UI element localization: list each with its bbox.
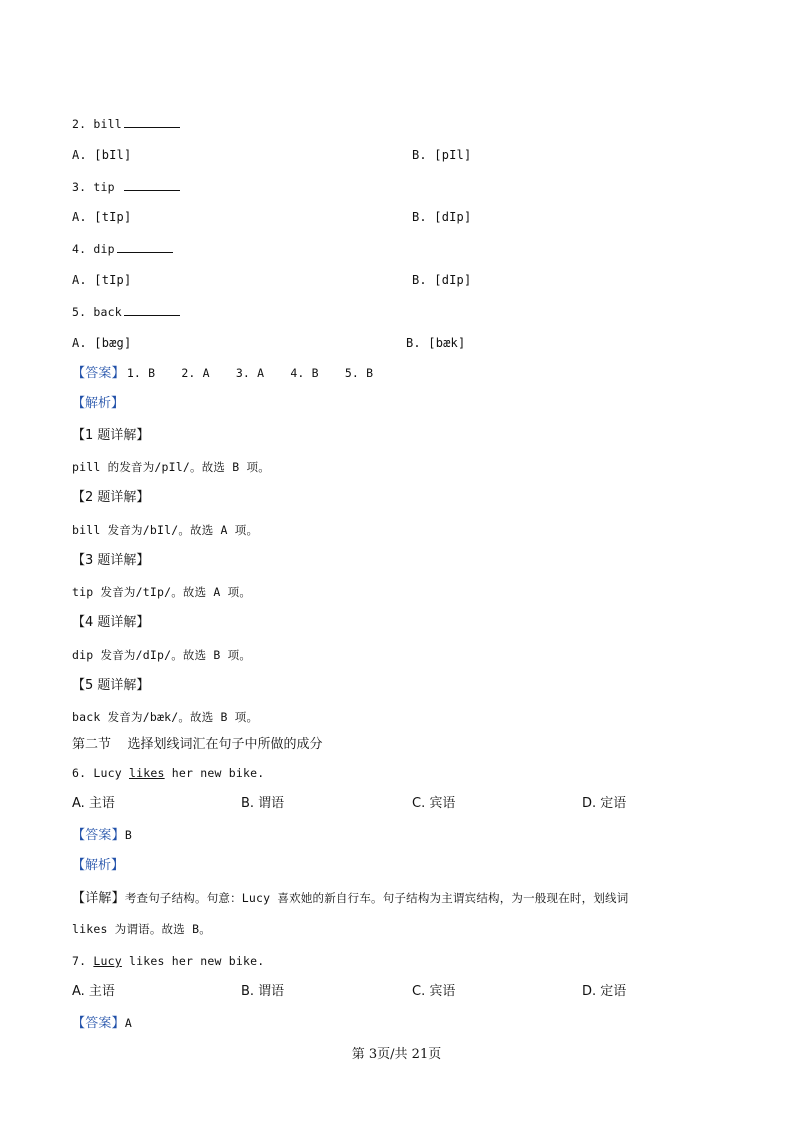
detail-4-heading: 【4 题详解】 [72,615,150,630]
answer-4: 4. B [290,366,319,380]
question-5-stem [72,304,180,320]
question-3-stem [72,179,180,195]
question-6-option-c: C. 宾语 [412,796,456,811]
question-6-number: 6. Lucy [72,766,129,780]
detail-5-heading: 【5 题详解】 [72,678,150,693]
answer-blank [124,304,180,316]
question-6-option-a: A. 主语 [72,796,115,811]
question-2-option-b: B. [pIl] [412,148,472,162]
answer-label: 【答案】 [72,828,125,843]
question-6-rest: her new bike. [164,766,265,780]
answer-blank [117,241,173,253]
answer-3: 3. A [235,366,265,380]
detail-2-heading: 【2 题详解】 [72,490,150,505]
answer-label: 【答案】 [72,366,125,381]
detail-4-text: dip 发音为/dIp/。故选 B 项。 [72,648,252,662]
question-6-answer [72,827,132,844]
question-6-stem [72,765,264,781]
answer-blank [124,116,180,128]
question-3-option-a: A. [tIp] [72,210,132,224]
question-6-answer-value: B [124,828,132,842]
question-7-stem [72,953,264,969]
question-6-analysis-label: 【解析】 [72,858,125,873]
question-7-answer [72,1015,132,1032]
answer-line [72,365,399,382]
detail-1-text: pill 的发音为/pIl/。故选 B 项。 [72,460,270,474]
question-7-option-a: A. 主语 [72,984,115,999]
question-4-text: 4. dip [72,242,115,256]
question-7-number: 7. [72,954,94,968]
detail-label: 【详解】 [72,891,125,906]
answer-label: 【答案】 [72,1016,125,1031]
question-4-option-b: B. [dIp] [412,273,472,287]
question-5-option-a: A. [bæg] [72,336,132,350]
question-6-underlined-word: likes [129,766,165,780]
question-3-text: 3. tip [72,180,122,194]
question-2-text: 2. bill [72,117,122,131]
question-5-option-b: B. [bæk] [406,336,466,350]
question-6-detail-line1 [72,890,628,907]
question-2-stem [72,116,180,132]
question-7-option-c: C. 宾语 [412,984,456,999]
detail-2-text: bill 发音为/bIl/。故选 A 项。 [72,523,259,537]
detail-5-text: back 发音为/bæk/。故选 B 项。 [72,710,259,724]
section-title: 第二节 选择划线词汇在句子中所做的成分 [72,737,323,752]
question-7-option-d: D. 定语 [582,984,627,999]
question-7-answer-value: A [124,1016,132,1030]
question-2-option-a: A. [bIl] [72,148,132,162]
answer-2: 2. A [181,366,210,380]
page-footer: 第 3页/共 21页 [351,1047,442,1062]
question-6-option-d: D. 定语 [582,796,627,811]
answer-blank [124,179,180,191]
question-7-option-b: B. 谓语 [241,984,285,999]
question-4-option-a: A. [tIp] [72,273,132,287]
question-6-detail-line2: likes 为谓语。故选 B。 [72,922,211,936]
detail-3-heading: 【3 题详解】 [72,553,150,568]
question-4-stem [72,241,173,257]
detail-1-heading: 【1 题详解】 [72,428,150,443]
detail-3-text: tip 发音为/tIp/。故选 A 项。 [72,585,252,599]
question-7-underlined-word: Lucy [93,954,122,968]
question-3-option-b: B. [dIp] [412,210,472,224]
answer-1: 1. B [126,366,156,380]
question-7-rest: likes her new bike. [121,954,265,968]
analysis-label: 【解析】 [72,396,125,411]
answer-5: 5. B [344,366,374,380]
question-6-option-b: B. 谓语 [241,796,285,811]
question-5-text: 5. back [72,305,122,319]
detail-text: 考查句子结构。句意：Lucy 喜欢她的新自行车。句子结构为主谓宾结构，为一般现在时，划线词 [124,891,629,905]
